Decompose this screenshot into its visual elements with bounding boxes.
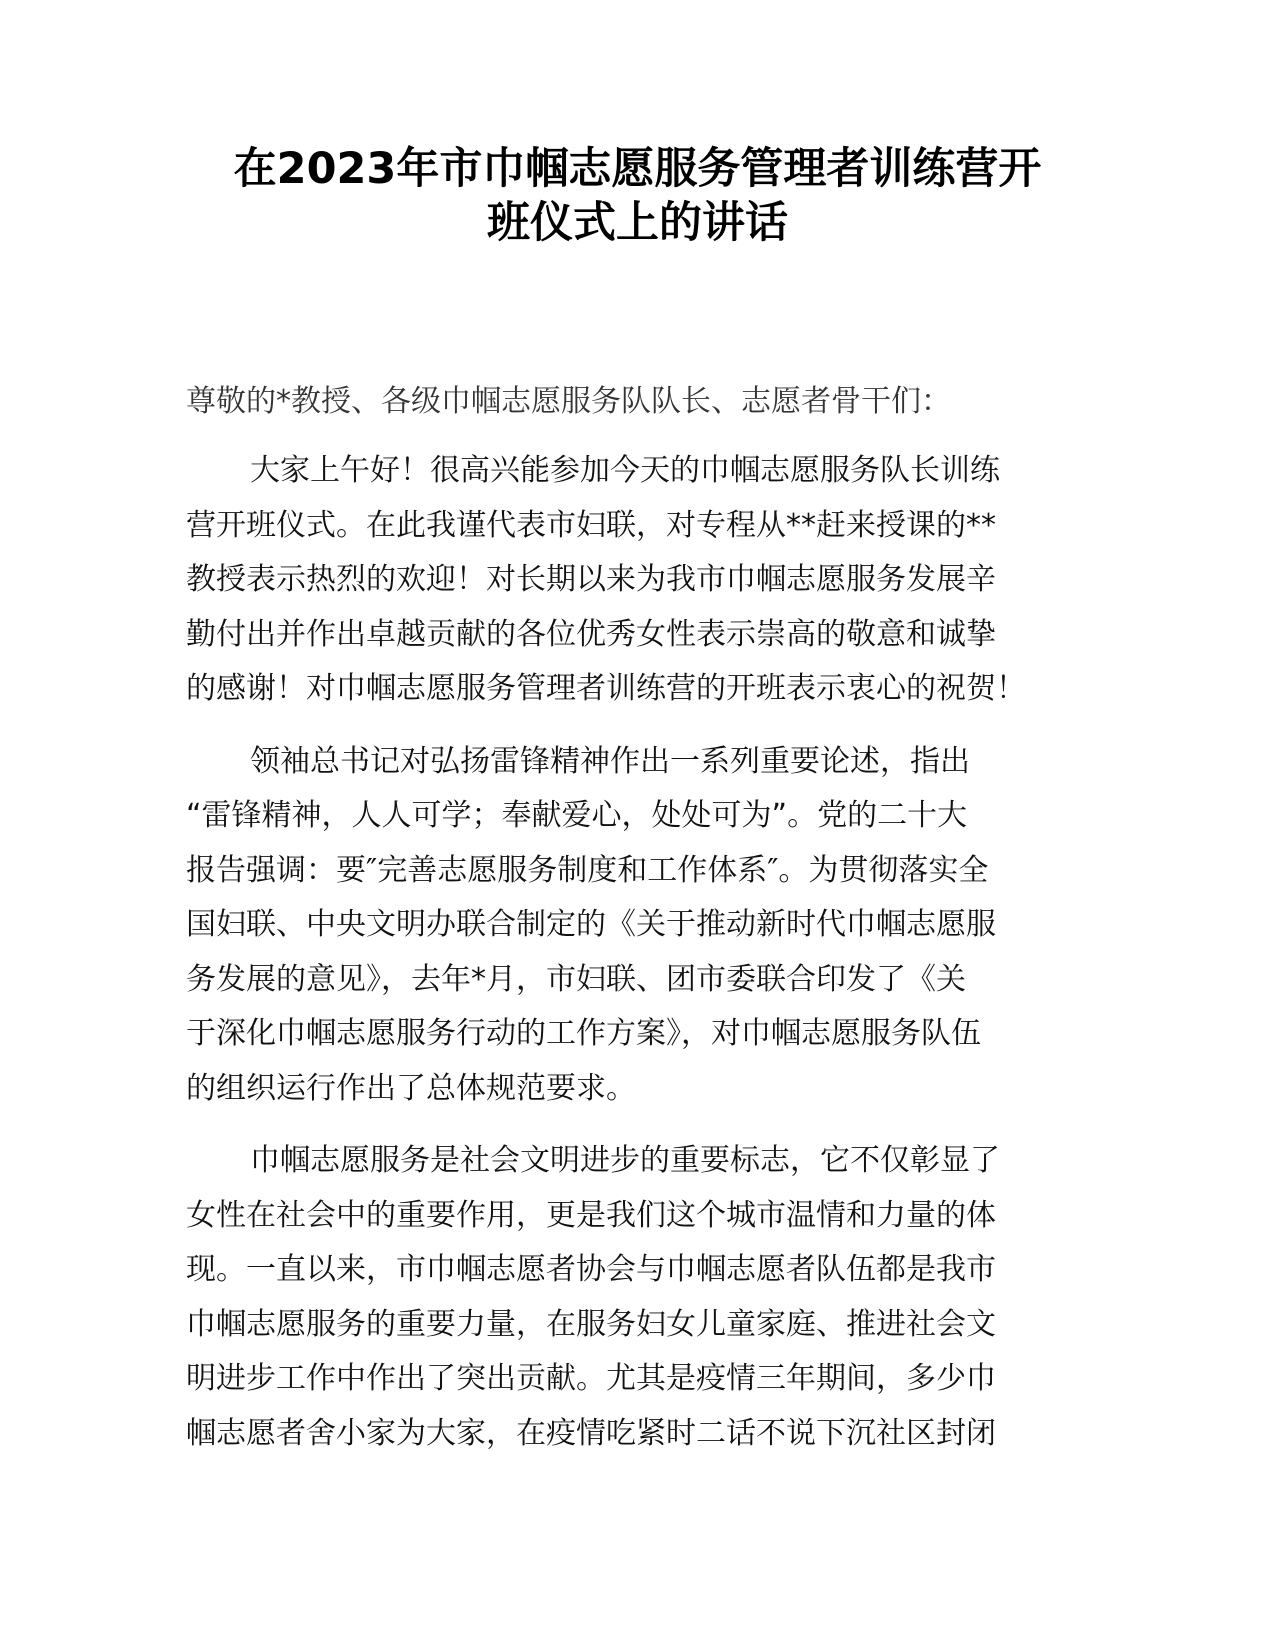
paragraph-line: 国妇联、中央文明办联合制定的《关于推动新时代巾帼志愿服 [186, 907, 996, 942]
paragraph-line: “雷锋精神，人人可学；奉献爱心，处处可为”。党的二十大 [186, 798, 968, 833]
paragraph-line: 帼志愿者舍小家为大家，在疫情吃紧时二话不说下沉社区封闭 [186, 1415, 996, 1451]
title-line: 班仪式上的讲话 [487, 198, 788, 248]
salutation: 尊敬的*教授、各级巾帼志愿服务队队长、志愿者骨干们： [186, 384, 951, 419]
paragraph-line: 领袖总书记对弘扬雷锋精神作出一系列重要论述，指出 [250, 743, 970, 779]
paragraph-1 [186, 444, 1086, 717]
paragraph-2 [186, 735, 1086, 1117]
paragraph-line: 现。一直以来，市巾帼志愿者协会与巾帼志愿者队伍都是我市 [186, 1252, 996, 1287]
paragraph-line: 勤付出并作出卓越贡献的各位优秀女性表示崇高的敬意和诚挚 [186, 616, 996, 652]
paragraph-line: 巾帼志愿服务是社会文明进步的重要标志，它不仅彰显了 [250, 1143, 1000, 1178]
document-title [150, 142, 1125, 250]
paragraph-3 [186, 1134, 1086, 1461]
paragraph-line: 务发展的意见》，去年*月，市妇联、团市委联合印发了《关 [186, 961, 966, 997]
paragraph-line: 营开班仪式。在此我谨代表市妇联，对专程从**赶来授课的** [186, 507, 996, 543]
paragraph-line: 女性在社会中的重要作用，更是我们这个城市温情和力量的体 [186, 1197, 996, 1233]
document-body [186, 382, 1086, 1479]
paragraph-line: 的组织运行作出了总体规范要求。 [186, 1070, 636, 1106]
title-line: 在2023年市巾帼志愿服务管理者训练营开 [233, 144, 1042, 194]
paragraph-line: 大家上午好！很高兴能参加今天的巾帼志愿服务队长训练 [250, 453, 1000, 488]
paragraph-line: 报告强调：要″完善志愿服务制度和工作体系″。为贯彻落实全 [186, 852, 989, 888]
paragraph-line: 教授表示热烈的欢迎！对长期以来为我市巾帼志愿服务发展辛 [186, 562, 996, 597]
paragraph-line: 于深化巾帼志愿服务行动的工作方案》，对巾帼志愿服务队伍 [186, 1016, 981, 1051]
paragraph-line: 的感谢！对巾帼志愿服务管理者训练营的开班表示衷心的祝贺！ [186, 671, 1026, 706]
paragraph-line: 巾帼志愿服务的重要力量，在服务妇女儿童家庭、推进社会文 [186, 1306, 996, 1342]
paragraph-line: 明进步工作中作出了突出贡献。尤其是疫情三年期间，多少巾 [186, 1361, 996, 1396]
